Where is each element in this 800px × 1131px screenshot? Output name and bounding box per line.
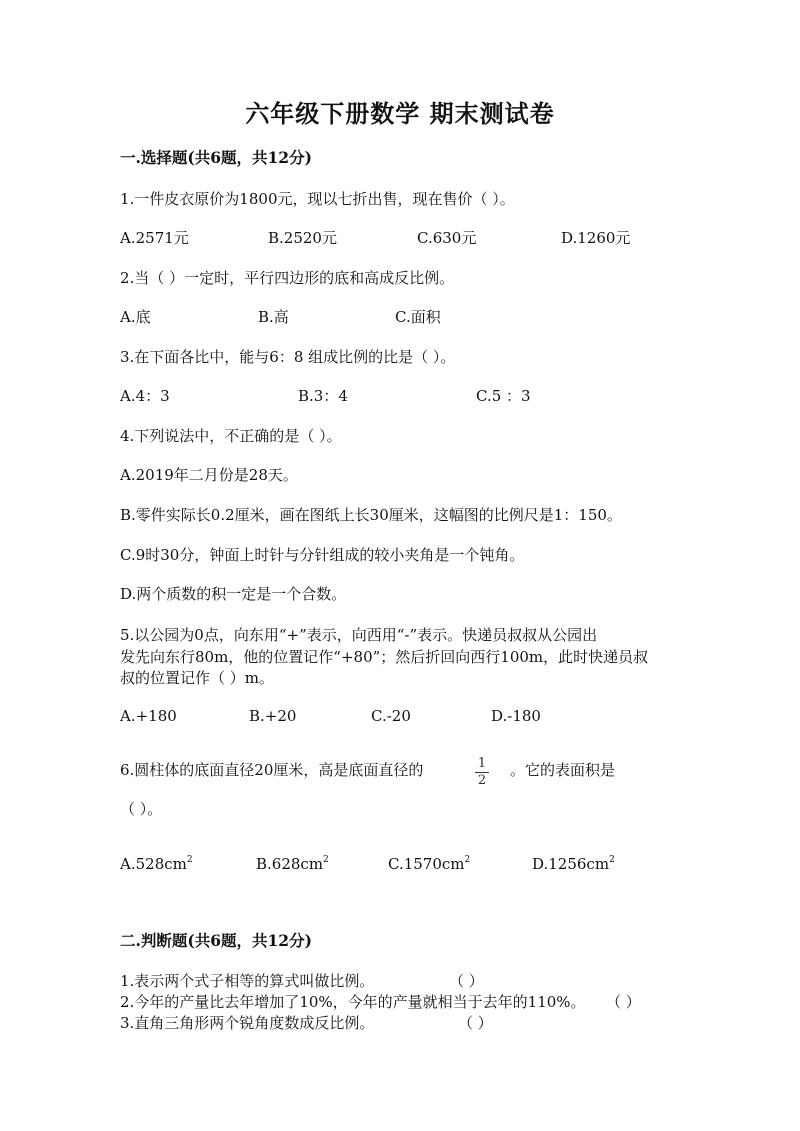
q6-fraction xyxy=(472,757,492,788)
superscript-2: 2 xyxy=(464,855,471,865)
q1-option-d: D.1260元 xyxy=(561,229,631,247)
superscript-2: 2 xyxy=(323,855,329,865)
q6-option-b-text: B.628cm xyxy=(256,855,324,873)
q6-option-a xyxy=(120,854,193,874)
q1-option-c: C.630元 xyxy=(417,229,477,247)
q5-line2: 发先向东行80m，他的位置记作“+80”；然后折回向西行100m，此时快递员叔 xyxy=(120,648,649,666)
s2-item-1-text: 1.表示两个式子相等的算式叫做比例。 xyxy=(120,972,375,990)
page-title: 六年级下册数学 期末测试卷 xyxy=(245,99,555,128)
q6-option-d-text: D.1256cm xyxy=(532,855,610,873)
q3-option-a: A.4：3 xyxy=(120,387,170,405)
q4-option-d: D.两个质数的积一定是一个合数。 xyxy=(120,585,347,603)
section1-heading: 一.选择题(共6题，共12分) xyxy=(120,148,312,167)
q1-stem: 1.一件皮衣原价为1800元，现以七折出售，现在售价（ ）。 xyxy=(120,190,515,208)
q3-option-b: B.3：4 xyxy=(298,387,348,405)
s2-item-3-text: 3.直角三角形两个锐角度数成反比例。 xyxy=(120,1014,375,1032)
q1-option-b: B.2520元 xyxy=(268,229,337,247)
q5-line3: 叔的位置记作（ ）m。 xyxy=(120,669,274,687)
q6-fraction-denominator: 2 xyxy=(477,773,487,788)
superscript-2: 2 xyxy=(186,855,193,865)
q6-fraction-numerator: 1 xyxy=(477,756,487,771)
q6-option-c-text: C.1570cm xyxy=(388,855,465,873)
q6-line2: （ ）。 xyxy=(120,800,163,818)
q6-option-a-text: A.528cm xyxy=(120,855,187,873)
q5-option-d: D.-180 xyxy=(491,707,541,725)
q2-option-b: B.高 xyxy=(258,308,289,326)
q5-option-c: C.-20 xyxy=(371,707,411,725)
q5-option-b: B.+20 xyxy=(249,707,297,725)
q4-option-a: A.2019年二月份是28天。 xyxy=(120,466,298,484)
q6-option-c xyxy=(388,854,470,874)
q4-option-c: C.9时30分，钟面上时针与分针组成的较小夹角是一个钝角。 xyxy=(120,546,525,564)
q3-stem: 3.在下面各比中，能与6：8 组成比例的比是（ ）。 xyxy=(120,348,456,366)
q5-option-a: A.+180 xyxy=(120,707,177,725)
q6-option-d xyxy=(532,854,615,874)
q4-option-b: B.零件实际长0.2厘米，画在图纸上长30厘米，这幅图的比例尺是1：150。 xyxy=(120,506,622,524)
q2-option-c: C.面积 xyxy=(395,308,441,326)
s2-item-3-paren: （ ） xyxy=(458,1014,493,1032)
q1-option-a: A.2571元 xyxy=(120,229,189,247)
s2-item-2-text: 2.今年的产量比去年增加了10%，今年的产量就相当于去年的110%。 xyxy=(120,993,586,1011)
q2-stem: 2.当（ ）一定时，平行四边形的底和高成反比例。 xyxy=(120,269,455,287)
s2-item-2-paren: （ ） xyxy=(606,993,641,1011)
q6-stem-before: 6.圆柱体的底面直径20厘米，高是底面直径的 xyxy=(120,761,424,779)
q2-option-a: A.底 xyxy=(120,308,151,326)
q4-stem: 4.下列说法中，不正确的是（ ）。 xyxy=(120,427,342,445)
q6-option-b xyxy=(256,854,329,874)
s2-item-1-paren: （ ） xyxy=(449,972,484,990)
q3-option-c: C.5 ：3 xyxy=(476,387,531,405)
q5-line1: 5.以公园为0点，向东用“+”表示，向西用“-”表示。快递员叔叔从公园出 xyxy=(120,626,598,644)
q6-stem-after: 。它的表面积是 xyxy=(510,761,616,779)
section2-heading: 二.判断题(共6题，共12分) xyxy=(120,931,312,950)
superscript-2: 2 xyxy=(609,855,615,865)
